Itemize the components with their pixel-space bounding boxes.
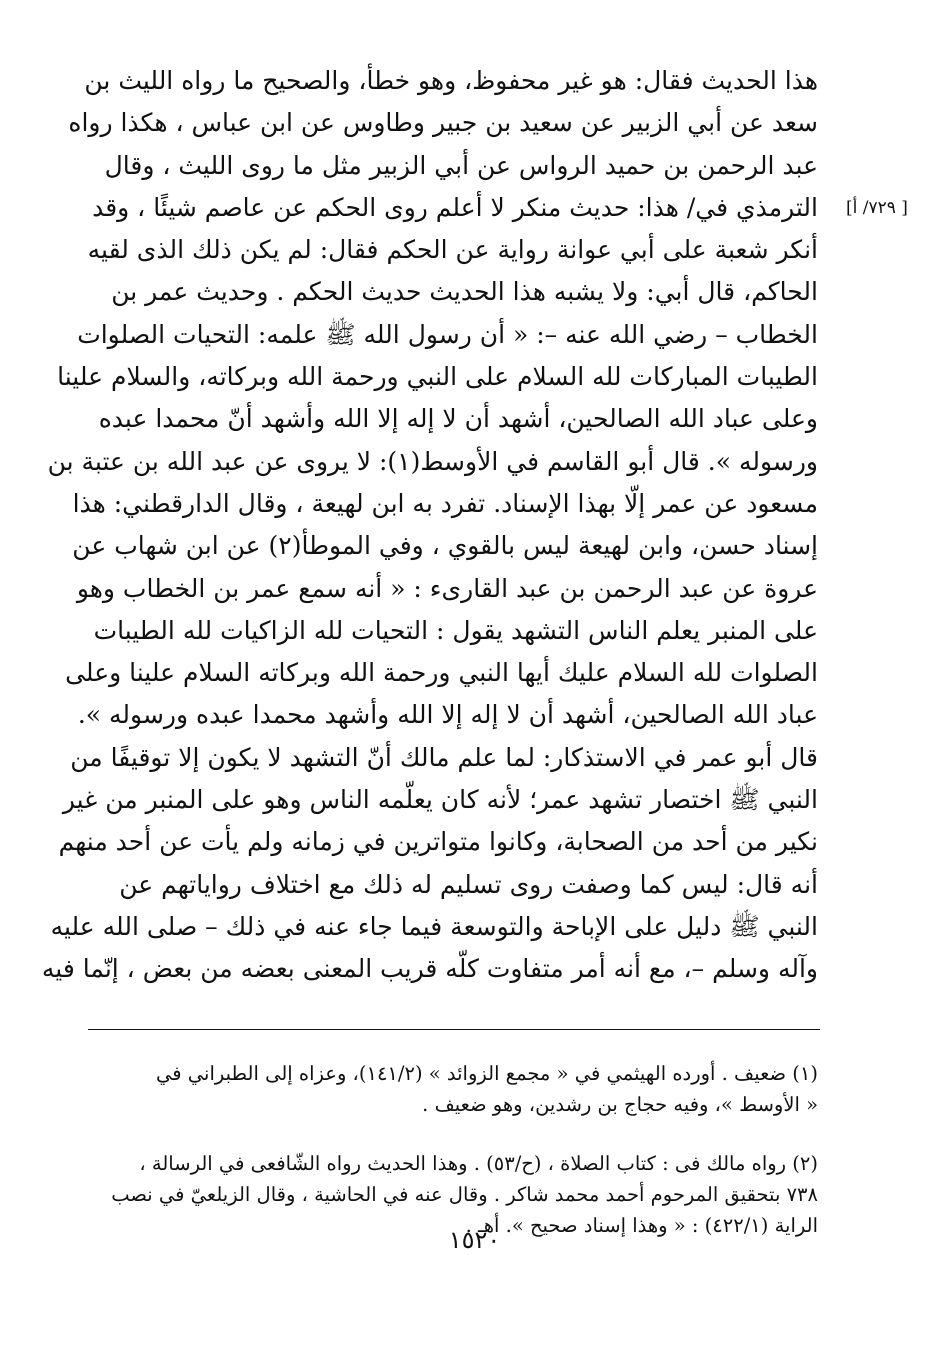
text-line: الخطاب – رضي الله عنه –: « أن رسول الله ﷺ علمه: التحيات الصلوات bbox=[77, 319, 818, 349]
footnote-line: الراية (٤٢٢/١) : « وهذا إسناد صحيح ». أهـ . bbox=[465, 1214, 818, 1237]
footnote-1 bbox=[88, 1058, 818, 1120]
footnotes-block bbox=[88, 1058, 818, 1241]
text-line: النبي ﷺ دليل على الإباحة والتوسعة فيما جاء عنه في ذلك – صلى الله عليه bbox=[50, 911, 818, 941]
footnote-line: ٧٣٨ بتحقيق المرحوم أحمد محمد شاكر . وقال عنه في الحاشية ، وقال الزيلعيّ في نصب bbox=[111, 1183, 818, 1206]
margin-reference: [٧٢٩/ أ ] bbox=[846, 198, 908, 218]
text-line: النبي ﷺ اختصار تشهد عمر؛ لأنه كان يعلّمه الناس وهو على المنبر من غير bbox=[62, 785, 818, 815]
text-line: عبد الرحمن بن حميد الرواس عن أبي الزبير مثل ما روى الليث ، وقال bbox=[104, 150, 818, 180]
text-line: نكير من أحد من الصحابة، وكانوا متواترين في زمانه ولم يأت عن أحد منهم bbox=[58, 827, 818, 857]
page-number: ١٥٢٠ bbox=[448, 1226, 501, 1254]
text-line: عروة عن عبد الرحمن بن عبد القارىء : « أنه سمع عمر بن الخطاب وهو bbox=[76, 573, 818, 603]
text-line: أنكر شعبة على أبي عوانة رواية عن الحكم فقال: لم يكن ذلك الذى لقيه bbox=[87, 235, 818, 265]
text-line: على المنبر يعلم الناس التشهد يقول : التحيات لله الزاكيات لله الطيبات bbox=[93, 615, 818, 645]
text-line: إسناد حسن، وابن لهيعة ليس بالقوي ، وفي الموطأ(٢) عن ابن شهاب عن bbox=[72, 531, 818, 561]
text-line: الطيبات المباركات لله السلام على النبي ورحمة الله وبركاته، والسلام علينا bbox=[57, 362, 818, 392]
text-line: وعلى عباد الله الصالحين، أشهد أن لا إله إلا الله وأشهد أنّ محمدا عبده bbox=[98, 404, 818, 434]
text-line: هذا الحديث فقال: هو غير محفوظ، وهو خطأ، والصحيح ما رواه الليث بن bbox=[84, 66, 818, 95]
text-line: الحاكم، قال أبي: ولا يشبه هذا الحديث حديث الحكم . وحديث عمر بن bbox=[111, 277, 818, 307]
text-line: وآله وسلم –، مع أنه أمر متفاوت كلّه قريب المعنى بعضه من بعض ، إنّما فيه bbox=[41, 954, 818, 984]
text-line: عباد الله الصالحين، أشهد أن لا إله إلا الله وأشهد محمدا عبده ورسوله ». bbox=[77, 700, 818, 730]
footnote-line: « الأوسط »، وفيه حجاج بن رشدين، وهو ضعيف . bbox=[422, 1093, 818, 1116]
text-line: ورسوله ». قال أبو القاسم في الأوسط(١): لا يروى عن عبد الله بن عتبة بن bbox=[47, 446, 818, 476]
footnote-line: (٢) رواه مالك فى : كتاب الصلاة ، (ح/٥٣) . وهذا الحديث رواه الشّافعى في الرسالة ، bbox=[139, 1152, 818, 1175]
main-text-block bbox=[41, 60, 818, 991]
footnote-separator bbox=[88, 1029, 820, 1030]
text-line: الترمذي في/ هذا: حديث منكر لا أعلم روى الحكم عن عاصم شيئًا ، وقد bbox=[92, 192, 818, 222]
text-line: الصلوات لله السلام عليك أيها النبي ورحمة الله وبركاته السلام علينا وعلى bbox=[65, 658, 818, 688]
text-line: سعد عن أبي الزبير عن سعيد بن جبير وطاوس عن ابن عباس ، هكذا رواه bbox=[68, 108, 818, 138]
text-line: مسعود عن عمر إلّا بهذا الإسناد. تفرد به ابن لهيعة ، وقال الدارقطني: هذا bbox=[72, 488, 818, 518]
text-line: قال أبو عمر في الاستذكار: لما علم مالك أنّ التشهد لا يكون إلا توقيفًا من bbox=[70, 742, 818, 772]
footnote-line: (١) ضعيف . أورده الهيثمي في « مجمع الزوائد » (١٤١/٢)، وعزاه إلى الطبراني في bbox=[156, 1062, 818, 1085]
text-line: أنه قال: ليس كما وصفت روى تسليم له ذلك مع اختلاف رواياتهم عن bbox=[119, 869, 818, 899]
